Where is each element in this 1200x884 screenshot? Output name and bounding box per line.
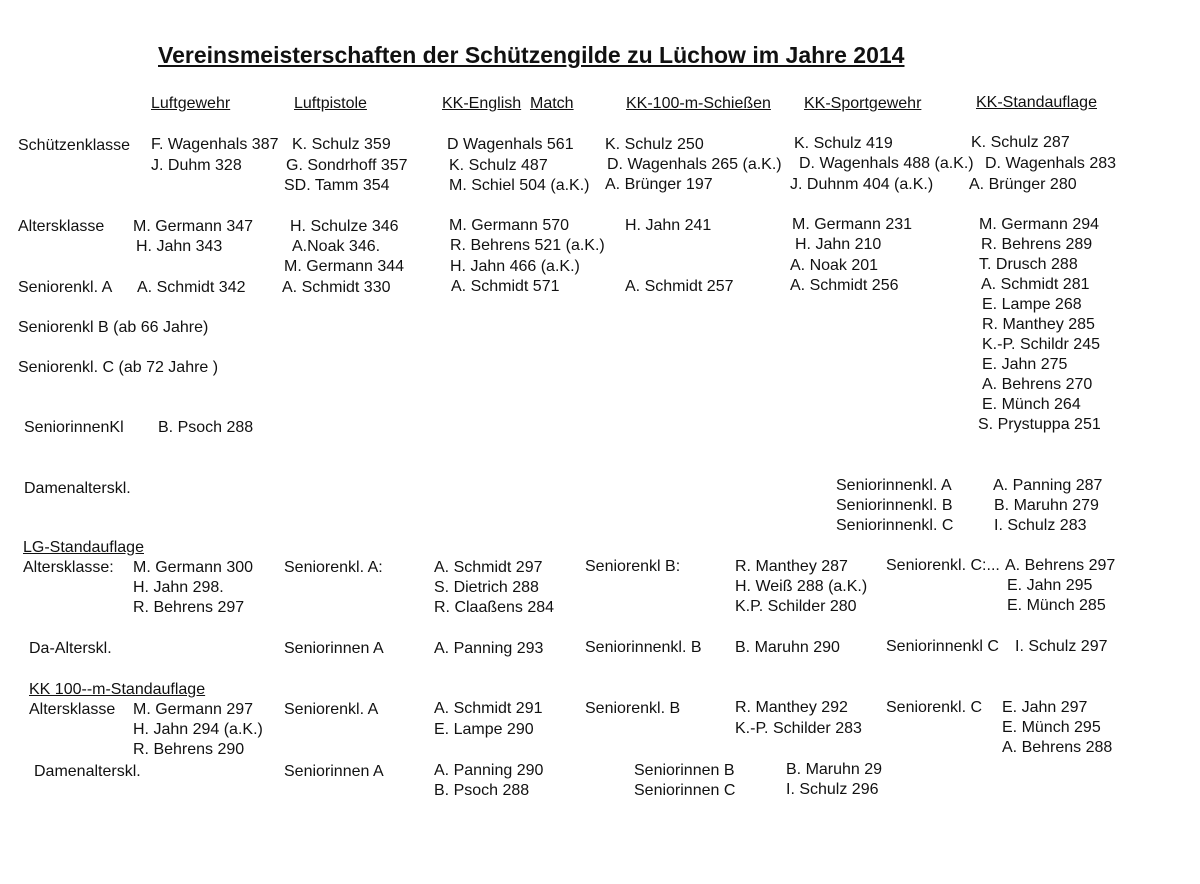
result-entry: E. Jahn 297 <box>1002 699 1088 716</box>
class-label: Seniorinnen A <box>284 640 384 657</box>
class-label: Seniorenkl B: <box>585 558 681 575</box>
class-label-alters: Altersklasse <box>18 218 105 235</box>
result-entry: H. Jahn 298. <box>133 579 224 596</box>
result-entry: A. Behrens 288 <box>1002 739 1113 756</box>
result-entry: B. Psoch 288 <box>158 419 254 436</box>
result-entry: A. Behrens 270 <box>982 376 1093 393</box>
result-entry: M. Germann 570 <box>449 217 570 234</box>
result-entry: I. Schulz 283 <box>994 517 1087 534</box>
class-label: Seniorinnen C <box>634 782 736 799</box>
result-entry: D. Wagenhals 265 (a.K.) <box>607 156 782 173</box>
class-label: Seniorenkl. A: <box>284 559 383 576</box>
result-entry: G. Sondrhoff 357 <box>286 157 408 174</box>
class-label: Seniorinnen A <box>284 763 384 780</box>
result-entry: A.Noak 346. <box>292 238 381 255</box>
result-entry: R. Behrens 521 (a.K.) <box>450 237 605 254</box>
result-entry: A. Schmidt 291 <box>434 700 543 717</box>
column-header-luftgewehr: Luftgewehr <box>151 95 231 112</box>
class-label: Seniorenkl. B <box>585 700 681 717</box>
result-entry: K. Schulz 487 <box>449 157 548 174</box>
section-heading-kk100-standauflage: KK 100--m-Standauflage <box>29 681 206 698</box>
result-entry: E. Münch 264 <box>982 396 1081 413</box>
class-label-sen-b: Seniorenkl B (ab 66 Jahre) <box>18 319 209 336</box>
column-header-kk100: KK-100-m-Schießen <box>626 95 771 112</box>
result-entry: A. Schmidt 297 <box>434 559 543 576</box>
class-label: Seniorinnen B <box>634 762 735 779</box>
result-entry: A. Schmidt 342 <box>137 279 246 296</box>
result-entry: M. Schiel 504 (a.K.) <box>449 177 590 194</box>
result-entry: R. Manthey 292 <box>735 699 848 716</box>
result-entry: A. Brünger 197 <box>605 176 713 193</box>
result-entry: I. Schulz 297 <box>1015 638 1108 655</box>
result-entry: H. Jahn 466 (a.K.) <box>450 258 580 275</box>
class-label: Seniorenkl. A <box>284 701 379 718</box>
result-entry: R. Manthey 285 <box>982 316 1095 333</box>
result-entry: A. Panning 290 <box>434 762 544 779</box>
class-label-sen-a: Seniorenkl. A <box>18 279 113 296</box>
result-entry: R. Manthey 287 <box>735 558 848 575</box>
result-entry: D. Wagenhals 488 (a.K.) <box>799 155 974 172</box>
result-entry: M. Germann 231 <box>792 216 913 233</box>
result-entry: S. Prystuppa 251 <box>978 416 1101 433</box>
result-entry: E. Münch 295 <box>1002 719 1101 736</box>
result-entry: A. Noak 201 <box>790 257 879 274</box>
result-entry: A. Panning 287 <box>993 477 1103 494</box>
result-entry: K. Schulz 359 <box>292 136 391 153</box>
page-title: Vereinsmeisterschaften der Schützengilde zu Lüchow im Jahre 2014 <box>158 42 905 68</box>
result-entry: M. Germann 300 <box>133 559 254 576</box>
class-label-schuetzen: Schützenklasse <box>18 137 131 154</box>
result-entry: R. Claaßens 284 <box>434 599 555 616</box>
result-entry: M. Germann 294 <box>979 216 1100 233</box>
result-entry: A. Schmidt 330 <box>282 279 391 296</box>
result-entry: J. Duhnm 404 (a.K.) <box>790 176 934 193</box>
result-entry: K.-P. Schilder 283 <box>735 720 862 737</box>
result-entry: E. Jahn 295 <box>1007 577 1093 594</box>
result-entry: E. Münch 285 <box>1007 597 1106 614</box>
result-entry: A. Brünger 280 <box>969 176 1077 193</box>
result-entry: A. Panning 293 <box>434 640 544 657</box>
column-header-kk-english-match: Match <box>530 95 574 112</box>
class-label: Seniorinnenkl. A <box>836 477 952 494</box>
class-label-damenalters: Damenalterskl. <box>24 480 131 497</box>
column-header-kk-sport: KK-Sportgewehr <box>804 95 922 112</box>
result-entry: K.-P. Schildr 245 <box>982 336 1100 353</box>
class-label-seniorinnen: SeniorinnenKl <box>24 419 124 436</box>
result-entry: E. Lampe 290 <box>434 721 534 738</box>
result-entry: M. Germann 344 <box>284 258 405 275</box>
result-entry: E. Lampe 268 <box>982 296 1082 313</box>
result-entry: R. Behrens 289 <box>981 236 1093 253</box>
result-entry: D. Wagenhals 283 <box>985 155 1117 172</box>
class-label: Seniorinnenkl. C <box>836 517 954 534</box>
result-entry: B. Maruhn 29 <box>786 761 883 778</box>
result-entry: I. Schulz 296 <box>786 781 879 798</box>
class-label: Seniorinnenkl C <box>886 638 999 655</box>
result-entry: H. Jahn 241 <box>625 217 712 234</box>
class-label: Seniorinnenkl. B <box>836 497 953 514</box>
result-entry: K. Schulz 419 <box>794 135 893 152</box>
result-entry: B. Maruhn 279 <box>994 497 1099 514</box>
result-entry: H. Jahn 210 <box>795 236 882 253</box>
result-entry: J. Duhm 328 <box>151 157 242 174</box>
class-label: Seniorenkl. C:... <box>886 557 1000 574</box>
column-header-kk-english: KK-English <box>442 95 522 112</box>
column-header-luftpistole: Luftpistole <box>294 95 367 112</box>
result-entry: M. Germann 347 <box>133 218 254 235</box>
class-label: Altersklasse <box>29 701 116 718</box>
result-entry: F. Wagenhals 387 <box>151 136 279 153</box>
class-label-sen-c: Seniorenkl. C (ab 72 Jahre ) <box>18 359 219 376</box>
result-entry: A. Schmidt 256 <box>790 277 899 294</box>
class-label: Seniorenkl. C <box>886 699 983 716</box>
result-entry: H. Jahn 294 (a.K.) <box>133 721 263 738</box>
result-entry: K.P. Schilder 280 <box>735 598 857 615</box>
result-entry: A. Schmidt 571 <box>451 278 560 295</box>
result-entry: E. Jahn 275 <box>982 356 1068 373</box>
result-entry: T. Drusch 288 <box>979 256 1078 273</box>
result-entry: SD. Tamm 354 <box>284 177 390 194</box>
result-entry: H. Schulze 346 <box>290 218 399 235</box>
result-entry: H. Weiß 288 (a.K.) <box>735 578 868 595</box>
result-entry: A. Schmidt 281 <box>981 276 1090 293</box>
section-heading-lg-standauflage: LG-Standauflage <box>23 539 144 556</box>
result-entry: B. Maruhn 290 <box>735 639 840 656</box>
class-label: Seniorinnenkl. B <box>585 639 702 656</box>
result-entry: M. Germann 297 <box>133 701 254 718</box>
result-entry: A. Schmidt 257 <box>625 278 734 295</box>
class-label: Damenalterskl. <box>34 763 141 780</box>
result-entry: D Wagenhals 561 <box>447 136 574 153</box>
class-label: Da-Alterskl. <box>29 640 112 657</box>
result-entry: R. Behrens 297 <box>133 599 245 616</box>
class-label: Altersklasse: <box>23 559 114 576</box>
column-header-kk-stand: KK-Standauflage <box>976 94 1097 111</box>
result-entry: S. Dietrich 288 <box>434 579 539 596</box>
result-entry: H. Jahn 343 <box>136 238 223 255</box>
result-entry: K. Schulz 287 <box>971 134 1070 151</box>
result-entry: B. Psoch 288 <box>434 782 530 799</box>
result-entry: R. Behrens 290 <box>133 741 245 758</box>
result-entry: K. Schulz 250 <box>605 136 704 153</box>
result-entry: A. Behrens 297 <box>1005 557 1116 574</box>
